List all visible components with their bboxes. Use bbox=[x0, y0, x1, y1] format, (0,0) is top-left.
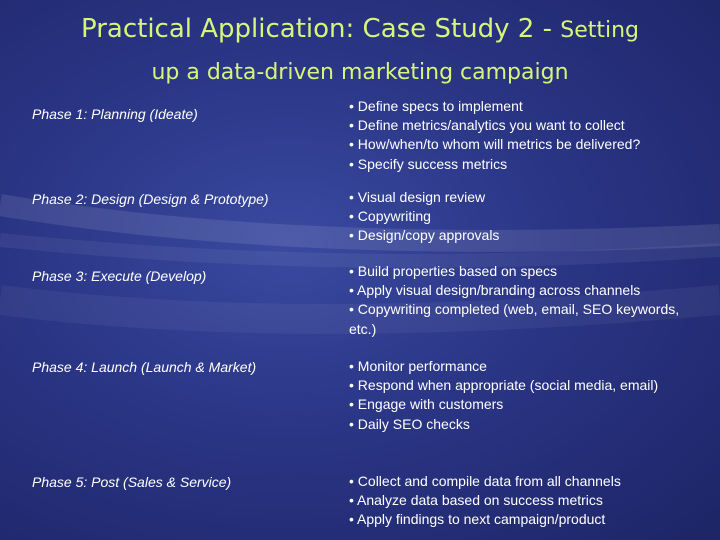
title-end-text: Setting bbox=[560, 18, 640, 43]
bullet-item: • Build properties based on specs bbox=[349, 263, 558, 279]
bullet-item: • Apply findings to next campaign/product bbox=[349, 511, 606, 528]
bullet-item: • Design/copy approvals bbox=[349, 227, 500, 244]
phase-label: Phase 5: Post (Sales & Service) bbox=[32, 474, 232, 490]
bullet-item: • Copywriting completed (web, email, SEO keywords, etc.) bbox=[349, 301, 680, 337]
bullet-item: • Visual design review bbox=[349, 189, 486, 205]
bullet-item: • Apply visual design/branding across channels bbox=[349, 282, 641, 299]
bullet-item: • Monitor performance bbox=[349, 358, 487, 374]
bullet-item: • Respond when appropriate (social media, email) bbox=[349, 377, 659, 394]
phase-bullets bbox=[349, 262, 694, 339]
phase-bullets bbox=[349, 472, 694, 530]
bullet-item: • Analyze data based on success metrics bbox=[349, 492, 603, 509]
title-line-1 bbox=[0, 8, 720, 52]
bullet-item: • Collect and compile data from all channels bbox=[349, 473, 621, 489]
bullet-item: • Define specs to implement bbox=[349, 98, 523, 114]
phase-label: Phase 2: Design (Design & Prototype) bbox=[32, 191, 269, 207]
bullet-item: • Daily SEO checks bbox=[349, 415, 470, 432]
bullet-item: • Engage with customers bbox=[349, 396, 504, 413]
phase-label: Phase 1: Planning (Ideate) bbox=[32, 106, 198, 122]
phase-bullets bbox=[349, 357, 694, 434]
slide-title bbox=[0, 8, 720, 94]
bullet-item: • Define metrics/analytics you want to collect bbox=[349, 117, 625, 134]
title-main-text: Practical Application: Case Study 2 - bbox=[80, 14, 552, 44]
bullet-item: • How/when/to whom will metrics be delivered? bbox=[349, 136, 641, 153]
title-line-2: up a data-driven marketing campaign bbox=[151, 60, 569, 85]
phase-label: Phase 3: Execute (Develop) bbox=[32, 268, 207, 284]
bullet-item: • Specify success metrics bbox=[349, 155, 508, 172]
bullet-item: • Copywriting bbox=[349, 208, 431, 225]
phase-bullets bbox=[349, 188, 694, 246]
phase-bullets bbox=[349, 97, 694, 174]
phase-label: Phase 4: Launch (Launch & Market) bbox=[32, 359, 257, 375]
